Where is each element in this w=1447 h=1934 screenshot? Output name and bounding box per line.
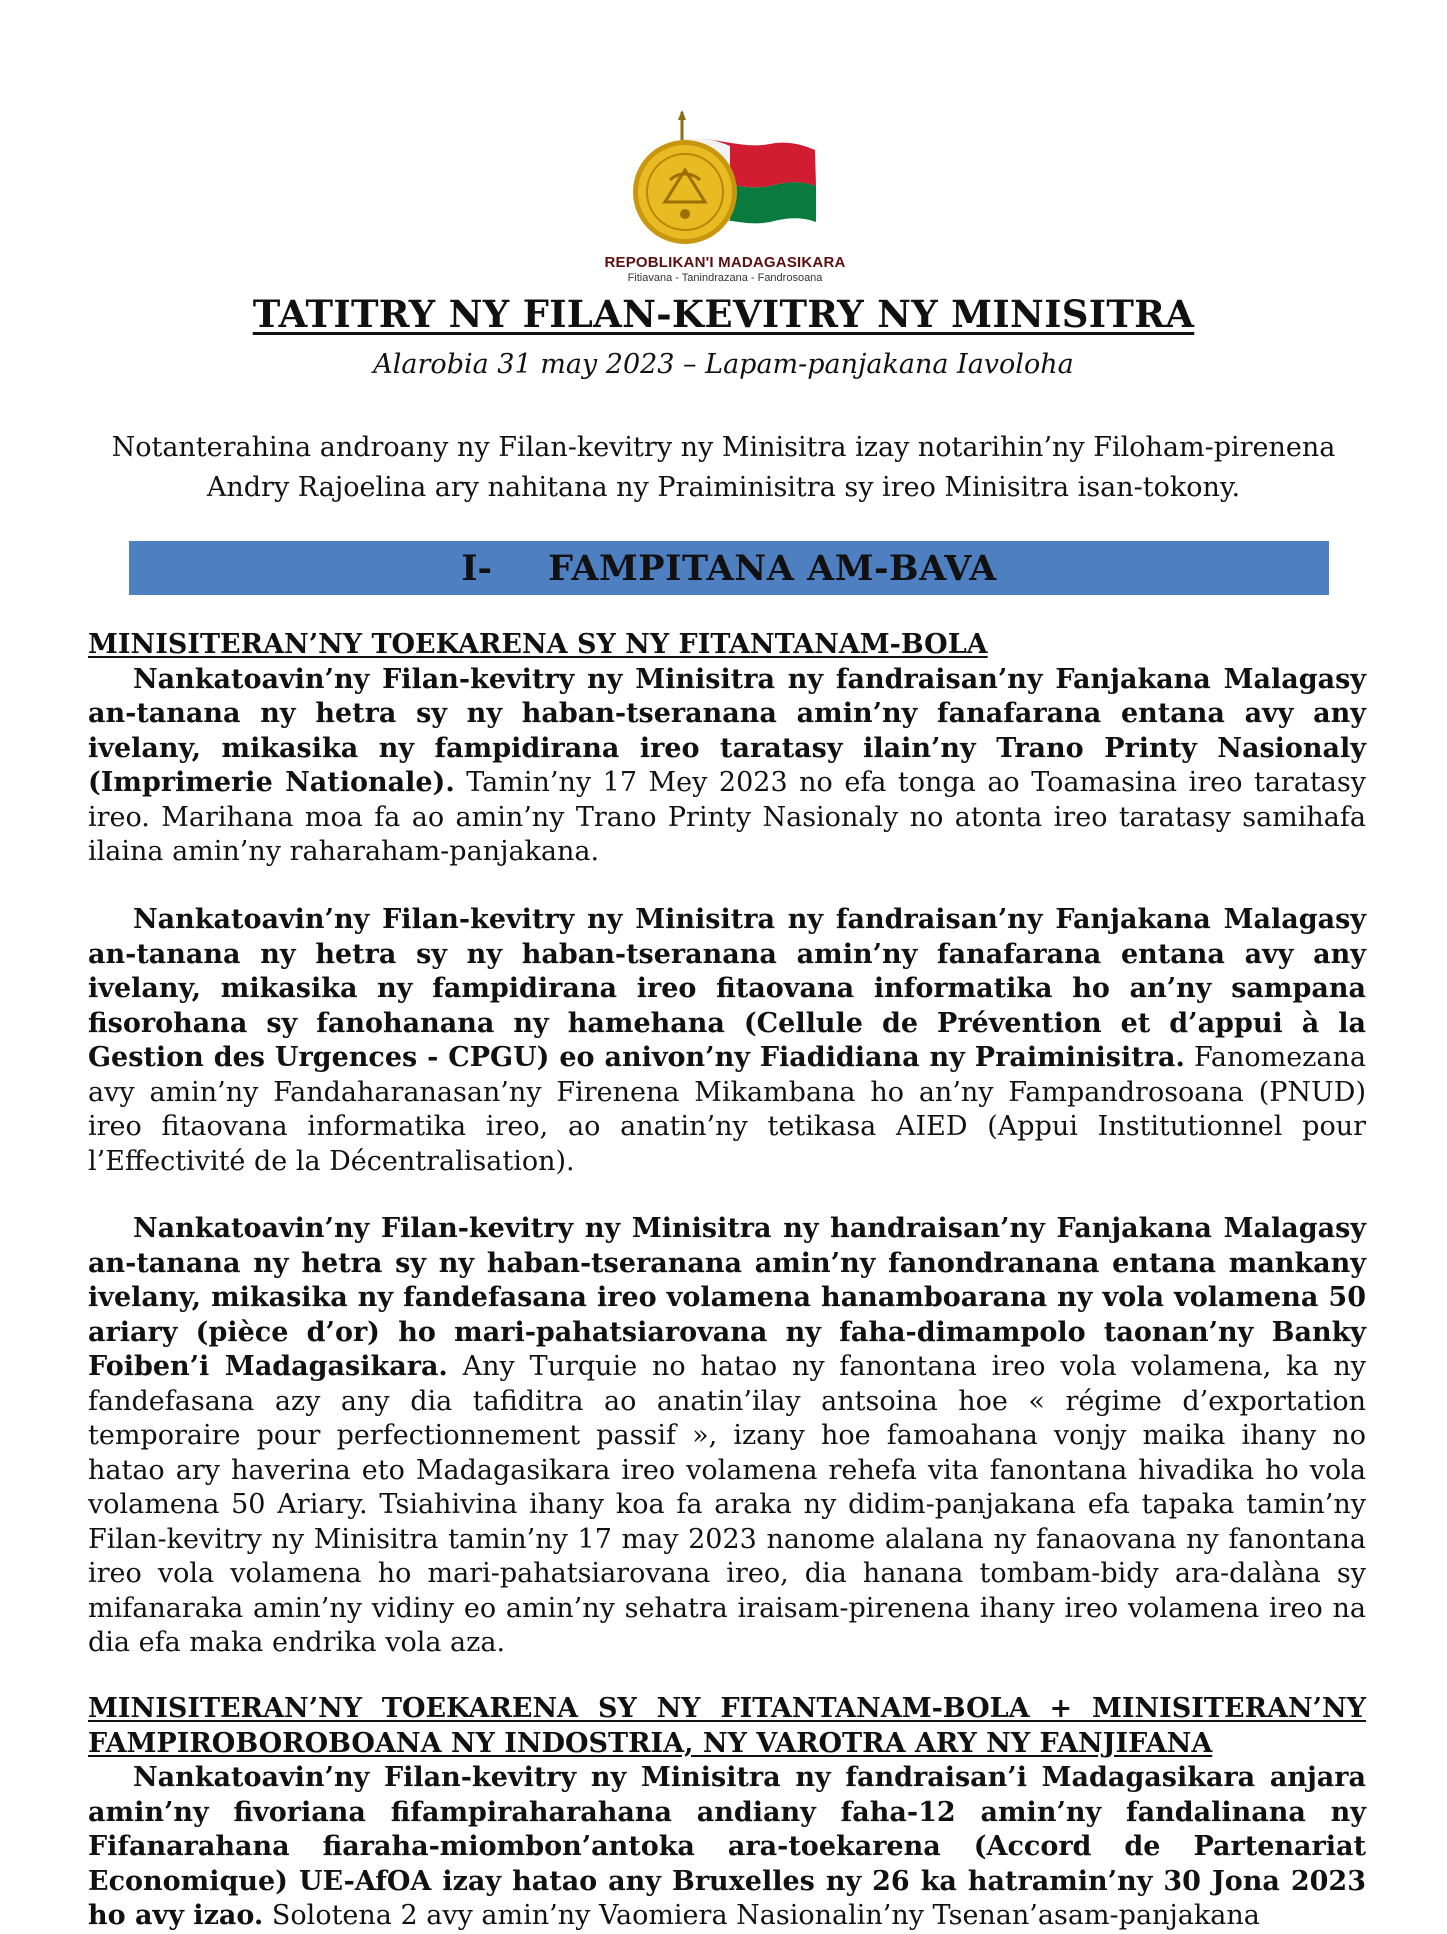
decision-bold: Nankatoavin’ny Filan-kevitry ny Minisitra ny fandraisan’i Madagasikara anjara amin’ny fivoriana fifampiraharahana andiany faha-12 amin’ny fandalinana ny Fifanarahana fiaraha-miombon’antoka ara-toekarena (Accord de Partenariat Economique) UE-AfOA izay hatao any Bruxelles ny 26 ka hatramin’ny 30 Jona 2023 ho avy izao. [88,1762,1366,1931]
ministry-heading: MINISITERAN’NY TOEKARENA SY NY FITANTANAM-BOLA + MINISITERAN’NY FAMPIROBOROBOANA NY INDOSTRIA, NY VAROTRA ARY NY FANJIFANA [88,1693,1366,1759]
document-intro: Notanterahina androany ny Filan-kevitry ny Minisitra izay notarihin’ny Filoham-pirenena Andry Rajoelina ary nahitana ny Praiminisitra sy ireo Minisitra isan-tokony. [111,432,1336,503]
emblem-caption-name: REPOBLIKAN'I MADAGASIKARA [604,254,846,271]
decision-paragraph [88,903,1366,1179]
decision-text: Fanomezana avy amin’ny Fandaharanasan’ny Firenena Mikambana ho an’ny Fampandrosoana (PNUD) ireo fitaovana informatika ireo, ao anatin’ny tetikasa AIED (Appui Institutionnel pour l’Effectivité de la Décentralisation). [88,1042,1366,1177]
section-title: FAMPITANA AM-BAVA [548,547,997,589]
republic-emblem [620,110,830,250]
document-title: TATITRY NY FILAN-KEVITRY NY MINISITRA [252,292,1195,336]
emblem-caption-motto: Fitiavana - Tanindrazana - Fandrosoana [627,272,823,284]
ministry-heading: MINISITERAN’NY TOEKARENA SY NY FITANTANAM-BOLA [88,629,988,660]
section-bar [129,541,1329,595]
decision-paragraph [88,1212,1366,1661]
emblem-caption [560,254,890,284]
document-subtitle: Alarobia 31 may 2023 – Lapam-panjakana Iavoloha [373,349,1074,380]
ministry-block [88,628,1366,870]
decision-bold: Nankatoavin’ny Filan-kevitry ny Minisitra ny handraisan’ny Fanjakana Malagasy an-tanana ny hetra sy ny haban-tseranana amin’ny fanondranana entana mankany ivelany, mikasika ny fandefasana ireo volamena hanamboarana ny vola volamena 50 ariary (pièce d’or) ho mari-pahatsiarovana ny faha-dimampolo taonan’ny Banky Foiben’i Madagasikara. [88,1213,1366,1382]
decision-block [88,1212,1366,1661]
decision-paragraph [88,663,1366,870]
decision-text: Solotena 2 avy amin’ny Vaomiera Nasionalin’ny Tsenan’asam-panjakana [263,1900,1260,1931]
decision-block [88,903,1366,1179]
ministry-block [88,1692,1366,1934]
decision-paragraph [88,1761,1366,1934]
decision-text: Tamin’ny 17 Mey 2023 no efa tonga ao Toamasina ireo taratasy ireo. Marihana moa fa ao amin’ny Trano Printy Nasionaly no atonta ireo taratasy samihafa ilaina amin’ny raharaham-panjakana. [88,767,1366,867]
decision-bold: Nankatoavin’ny Filan-kevitry ny Minisitra ny fandraisan’ny Fanjakana Malagasy an-tanana ny hetra sy ny haban-tseranana amin’ny fanafarana entana avy any ivelany, mikasika ny fampidirana ireo fitaovana informatika ho an’ny sampana fisorohana sy fanohanana ny hamehana (Cellule de Prévention et d’appui à la Gestion des Urgences - CPGU) eo anivon’ny Fiadidiana ny Praiminisitra. [88,904,1366,1073]
decision-bold: Nankatoavin’ny Filan-kevitry ny Minisitra ny fandraisan’ny Fanjakana Malagasy an-tanana ny hetra sy ny haban-tseranana amin’ny fanafarana entana avy any ivelany, mikasika ny fampidirana ireo taratasy ilain’ny Trano Printy Nasionaly (Imprimerie Nationale). [88,663,1366,798]
decision-text: Any Turquie no hatao ny fanontana ireo vola volamena, ka ny fandefasana azy any dia tafiditra ao anatin’ilay antsoina hoe « régime d’exportation temporaire pour perfectionnement passif », izany hoe famoahana vonjy maika ihany no hatao ary haverina eto Madagasikara ireo volamena rehefa vita fanontana hivadika ho vola volamena 50 Ariary. Tsiahivina ihany koa fa araka ny didim-panjakana efa tapaka tamin’ny Filan-kevitry ny Minisitra tamin’ny 17 may 2023 nanome alalana ny fanaovana ny fanontana ireo vola volamena ho mari-pahatsiarovana ireo, dia hanana tombam-bidy ara-dalàna sy mifanaraka amin’ny vidiny eo amin’ny sehatra iraisam-pirenena ihany ireo volamena ireo na dia efa maka endrika vola aza. [88,1351,1366,1658]
section-number: I- [461,547,493,589]
